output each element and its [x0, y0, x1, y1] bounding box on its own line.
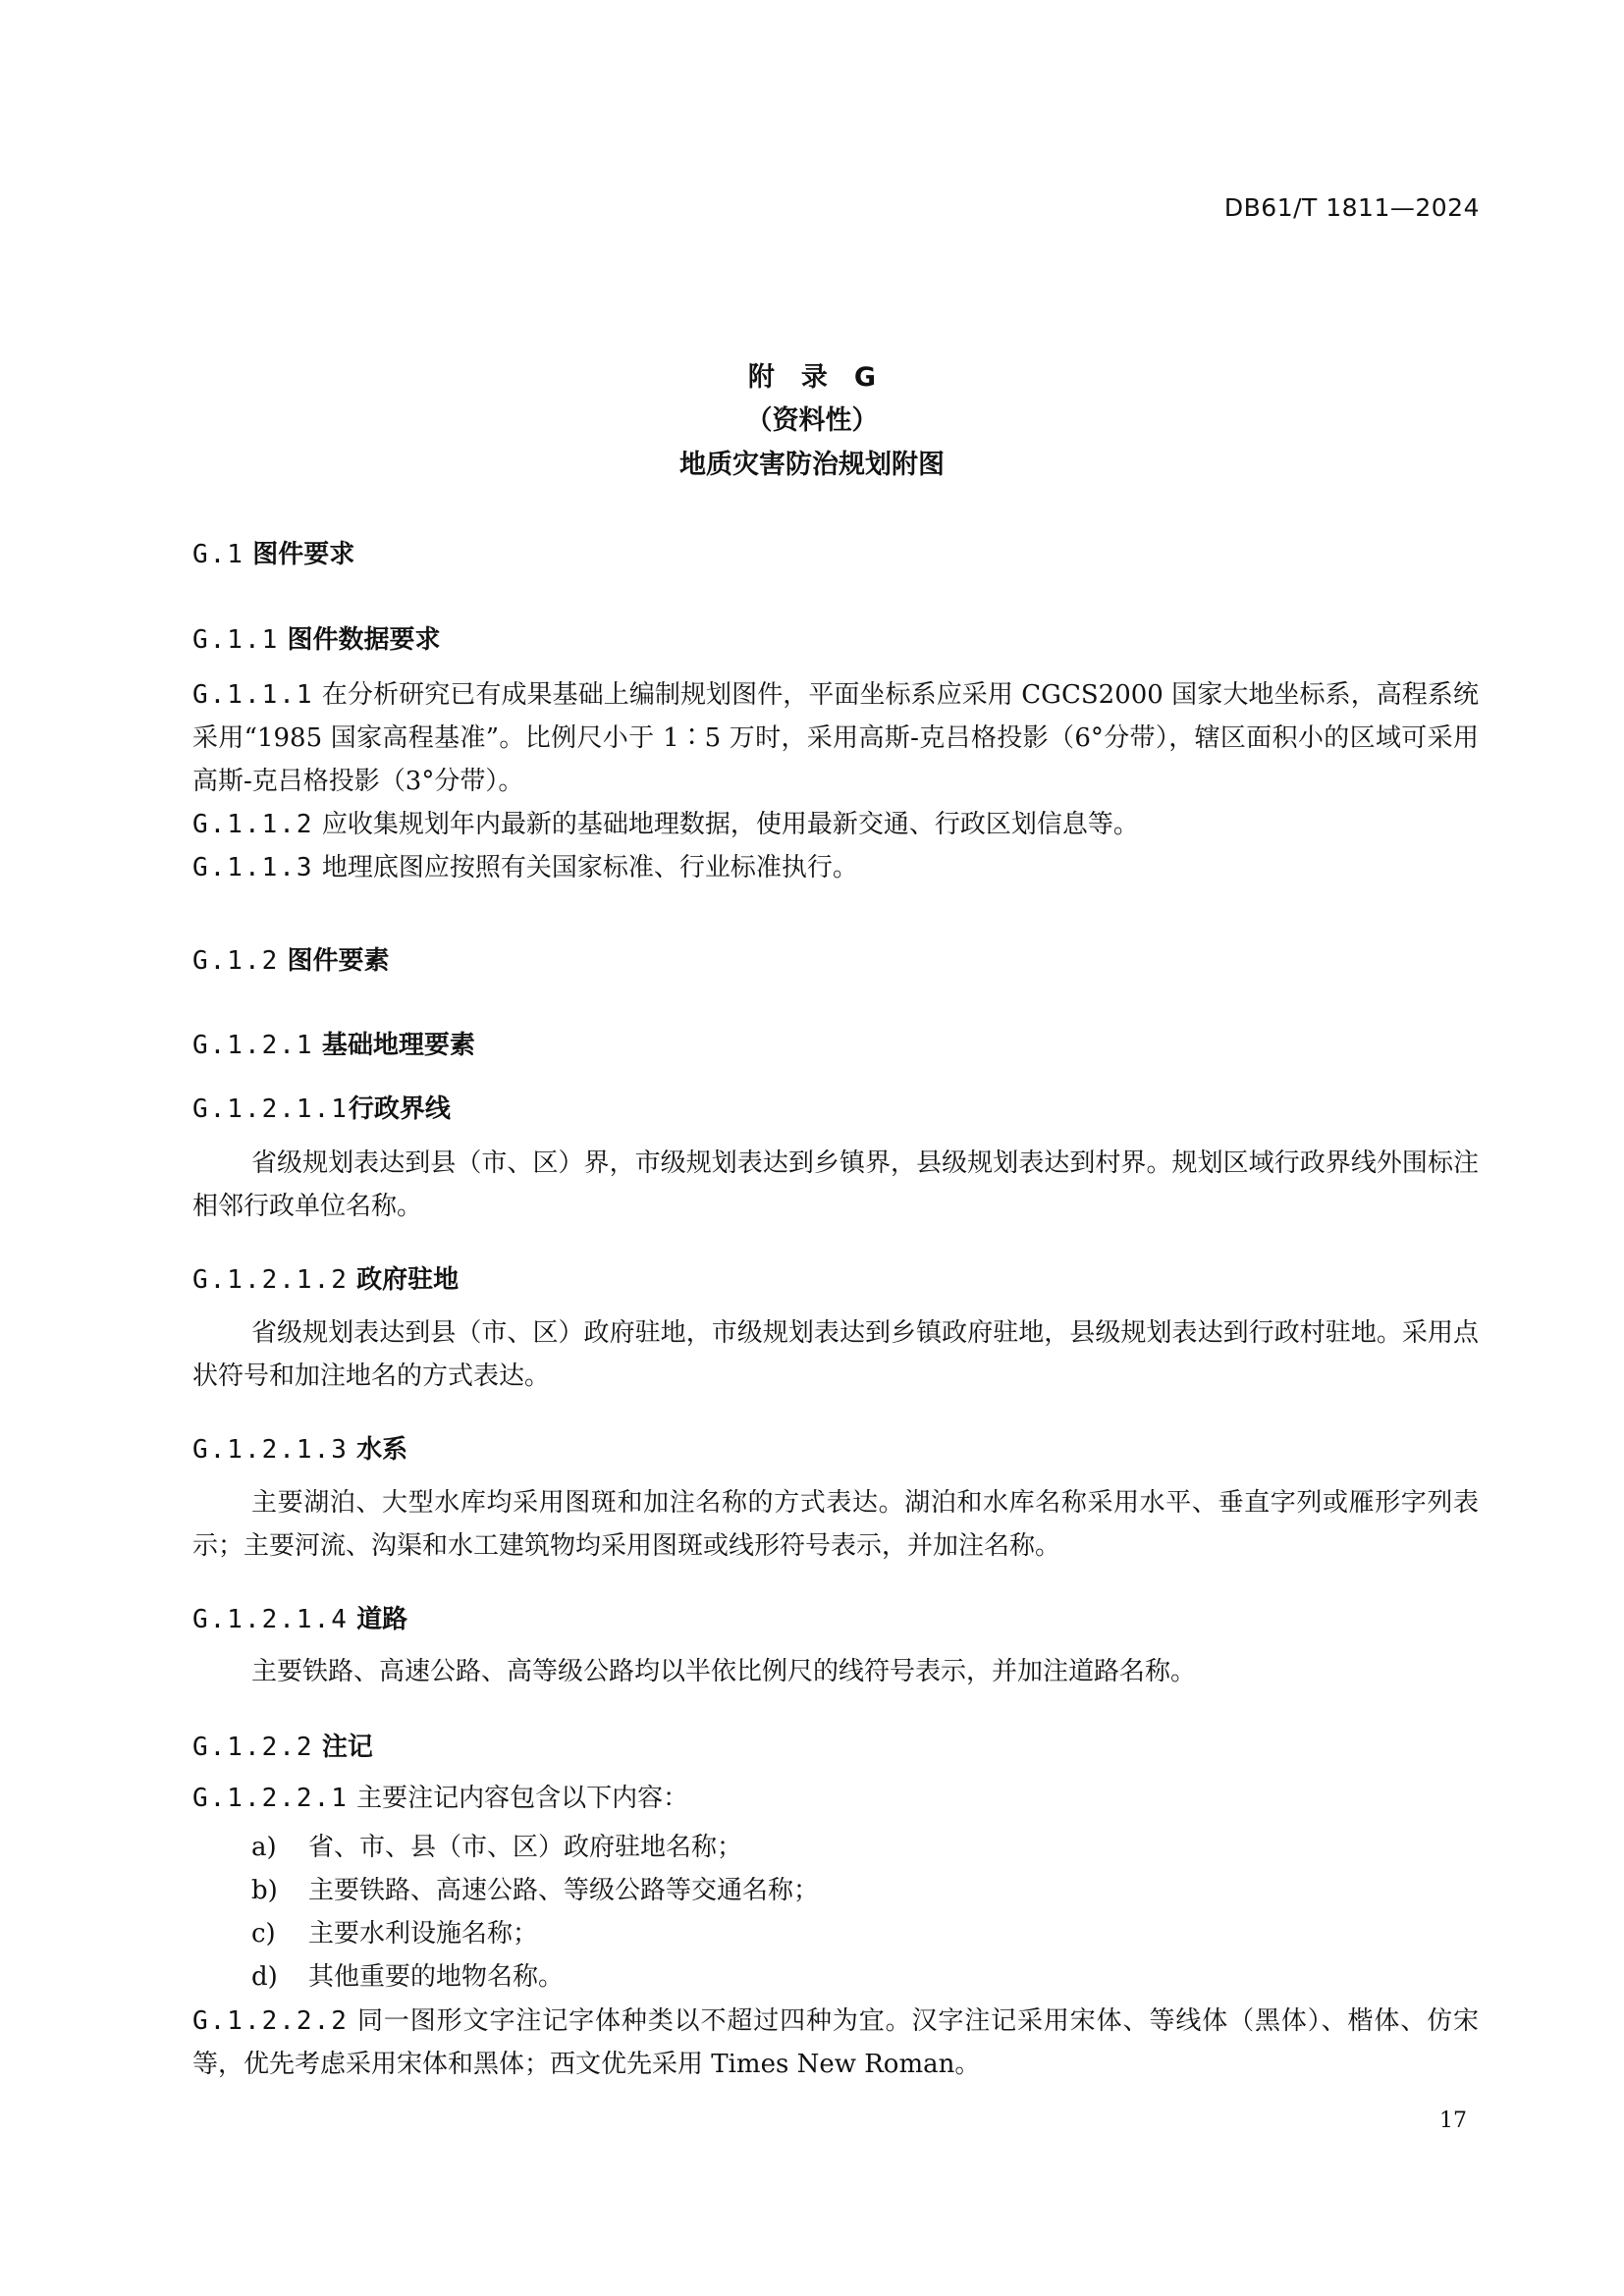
list-item [251, 1870, 819, 1906]
clause-text: 地理底图应按照有关国家标准、行业标准执行。 [321, 853, 858, 882]
clause-g1-2-2-1 [192, 1777, 1479, 1820]
list-text: 主要水利设施名称； [308, 1919, 539, 1949]
section-g1-1 [192, 619, 441, 656]
clause-text: 在分析研究已有成果基础上编制规划图件，平面坐标系应采用 CGCS2000 国家大地坐标系，高程系统采用“1985 国家高程基准”。比例尺小于 1∶5 万时，采用高斯-克吕格投影（6°分带），辖区面积小的区域可采用高斯-克吕格投影（3°分带）。 [192, 680, 1479, 796]
clause-g1-1-2 [192, 803, 1479, 846]
section-g1-2-1-2 [192, 1259, 459, 1296]
list-text: 其他重要的地物名称。 [308, 1962, 565, 1992]
clause-number: G.1.2.2.2 [192, 2006, 349, 2036]
section-number: G.1.2 [192, 946, 280, 976]
section-g1-2-2 [192, 1727, 373, 1763]
appendix-label: 附 录 G [747, 362, 877, 393]
section-title: 水系 [356, 1435, 408, 1465]
clause-number: G.1.1.3 [192, 853, 314, 882]
paragraph-government-seat: 省级规划表达到县（市、区）政府驻地，市级规划表达到乡镇政府驻地，县级规划表达到行政村驻地。采用点状符号和加注地名的方式表达。 [192, 1318, 1479, 1391]
paragraph-admin-boundary: 省级规划表达到县（市、区）界，市级规划表达到乡镇界，县级规划表达到村界。规划区域行政界线外围标注相邻行政单位名称。 [192, 1148, 1479, 1221]
section-number: G.1.2.1.4 [192, 1605, 349, 1634]
clause-number: G.1.1.2 [192, 810, 314, 839]
section-title: 政府驻地 [356, 1265, 460, 1295]
list-marker: c) [251, 1919, 276, 1949]
section-g1 [192, 534, 354, 570]
list-item [251, 1913, 538, 1949]
section-title: 道路 [356, 1605, 408, 1634]
list-marker: d) [251, 1962, 278, 1992]
list-item [251, 1827, 742, 1863]
clause-number: G.1.1.1 [192, 680, 314, 710]
section-number: G.1.2.1.2 [192, 1265, 349, 1295]
section-g1-2-1-1 [192, 1089, 451, 1125]
appendix-title: 地质灾害防治规划附图 [679, 450, 945, 480]
clause-g1-2-2-2 [192, 2000, 1479, 2086]
appendix-nature: （资料性） [745, 405, 879, 436]
section-number: G.1 [192, 540, 244, 569]
list-text: 省、市、县（市、区）政府驻地名称； [308, 1833, 743, 1862]
paragraph-roads: 主要铁路、高速公路、高等级公路均以半依比例尺的线符号表示，并加注道路名称。 [251, 1657, 1197, 1686]
section-g1-2-1 [192, 1025, 475, 1061]
clause-g1-1-1 [192, 673, 1479, 803]
section-title: 图件数据要求 [287, 625, 441, 655]
section-title: 图件要素 [287, 946, 390, 976]
section-number: G.1.2.1 [192, 1031, 314, 1060]
section-title: 基础地理要素 [321, 1031, 475, 1060]
clause-text: 同一图形文字注记字体种类以不超过四种为宜。汉字注记采用宋体、等线体（黑体）、楷体、仿宋等，优先考虑采用宋体和黑体；西文优先采用 Times New Roman。 [192, 2006, 1479, 2079]
section-g1-2-1-4 [192, 1599, 407, 1635]
list-item [251, 1956, 564, 1993]
section-title: 图件要求 [252, 540, 355, 569]
list-marker: b) [251, 1876, 278, 1905]
section-title: 注记 [321, 1733, 373, 1762]
section-number: G.1.1 [192, 625, 280, 655]
page-number: 17 [1439, 2109, 1467, 2133]
document-code: DB61/T 1811—2024 [1223, 193, 1480, 222]
section-g1-2 [192, 940, 390, 977]
section-number: G.1.2.2 [192, 1733, 314, 1762]
clause-number: G.1.2.2.1 [192, 1784, 349, 1813]
clause-text: 应收集规划年内最新的基础地理数据，使用最新交通、行政区划信息等。 [321, 810, 1139, 839]
section-title: 行政界线 [348, 1095, 451, 1124]
list-marker: a) [251, 1833, 277, 1862]
section-number: G.1.2.1.3 [192, 1435, 349, 1465]
paragraph-water-system: 主要湖泊、大型水库均采用图斑和加注名称的方式表达。湖泊和水库名称采用水平、垂直字列或雁形字列表示；主要河流、沟渠和水工建筑物均采用图斑或线形符号表示，并加注名称。 [192, 1488, 1479, 1561]
clause-text: 主要注记内容包含以下内容： [356, 1784, 689, 1813]
list-text: 主要铁路、高速公路、等级公路等交通名称； [308, 1876, 820, 1905]
section-number: G.1.2.1.1 [192, 1095, 349, 1124]
section-g1-2-1-3 [192, 1429, 407, 1466]
clause-g1-1-3 [192, 846, 1479, 889]
